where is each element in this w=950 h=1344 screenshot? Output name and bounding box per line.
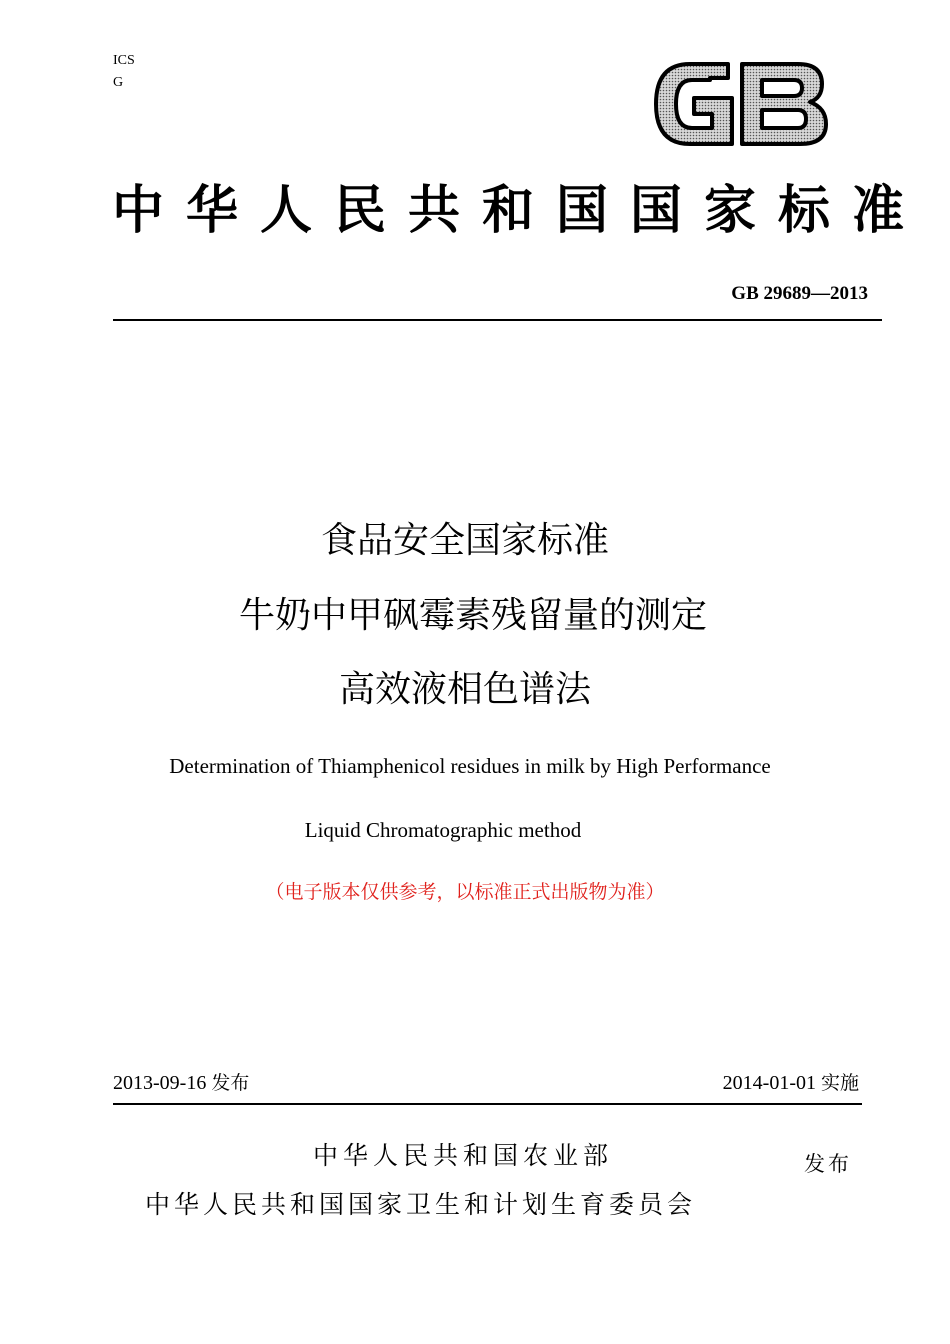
bottom-divider <box>113 1103 862 1105</box>
issue-word: 发布 <box>804 1152 852 1176</box>
classification-label: G <box>113 75 124 90</box>
english-title-line-2: Liquid Chromatographic method <box>304 818 582 842</box>
gb-logo <box>650 56 830 152</box>
ics-block <box>113 50 135 94</box>
publish-date-block <box>113 1068 249 1095</box>
ics-label: ICS <box>113 53 135 68</box>
chinese-title-line-3: 高效液相色谱法 <box>338 669 591 710</box>
implement-label: 实施 <box>820 1072 859 1094</box>
implement-date: 2014-01-01 <box>722 1072 816 1094</box>
main-title: 中华人民共和国国家标准 <box>112 181 927 241</box>
electronic-version-notice: （电子版本仅供参考，以标准正式出版物为准） <box>265 881 665 903</box>
publish-date: 2013-09-16 <box>113 1072 207 1094</box>
chinese-title-line-2: 牛奶中甲砜霉素残留量的测定 <box>238 595 707 636</box>
issuer-ministry-of-agriculture: 中华人民共和国农业部 <box>313 1141 614 1170</box>
implement-date-block <box>723 1068 859 1095</box>
standard-number: GB 29689—2013 <box>731 283 868 304</box>
top-divider <box>113 319 882 321</box>
publish-label: 发布 <box>211 1072 250 1094</box>
english-title-line-1: Determination of Thiamphenicol residues in milk by High Performance <box>169 754 771 778</box>
chinese-title-line-1: 食品安全国家标准 <box>320 520 609 561</box>
issuer-health-commission: 中华人民共和国国家卫生和计划生育委员会 <box>145 1190 697 1219</box>
